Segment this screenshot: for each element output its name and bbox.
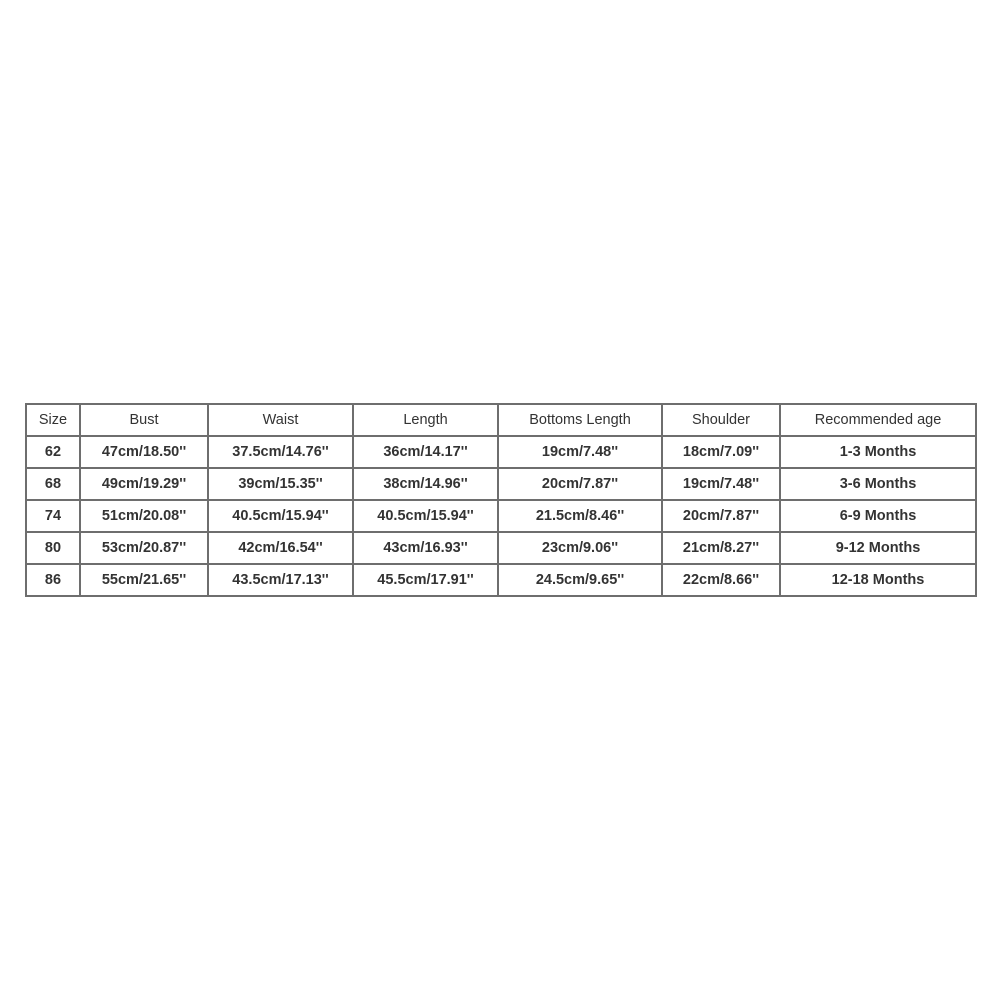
cell-length: 36cm/14.17''	[353, 436, 498, 468]
cell-waist: 43.5cm/17.13''	[208, 564, 353, 596]
cell-size: 62	[26, 436, 80, 468]
cell-recommended-age: 9-12 Months	[780, 532, 976, 564]
header-row	[26, 404, 976, 436]
cell-recommended-age: 3-6 Months	[780, 468, 976, 500]
cell-bottoms-length: 20cm/7.87''	[498, 468, 662, 500]
cell-length: 43cm/16.93''	[353, 532, 498, 564]
table-row	[26, 436, 976, 468]
cell-recommended-age: 6-9 Months	[780, 500, 976, 532]
cell-size: 74	[26, 500, 80, 532]
header-bust: Bust	[80, 404, 208, 436]
cell-waist: 39cm/15.35''	[208, 468, 353, 500]
cell-bust: 53cm/20.87''	[80, 532, 208, 564]
cell-bust: 55cm/21.65''	[80, 564, 208, 596]
header-shoulder: Shoulder	[662, 404, 780, 436]
cell-waist: 37.5cm/14.76''	[208, 436, 353, 468]
header-recommended-age: Recommended age	[780, 404, 976, 436]
size-chart-table	[25, 403, 977, 597]
table-row	[26, 532, 976, 564]
cell-waist: 40.5cm/15.94''	[208, 500, 353, 532]
cell-bust: 49cm/19.29''	[80, 468, 208, 500]
cell-recommended-age: 12-18 Months	[780, 564, 976, 596]
table-row	[26, 468, 976, 500]
table-row	[26, 564, 976, 596]
cell-size: 86	[26, 564, 80, 596]
cell-bottoms-length: 23cm/9.06''	[498, 532, 662, 564]
cell-bottoms-length: 19cm/7.48''	[498, 436, 662, 468]
cell-shoulder: 20cm/7.87''	[662, 500, 780, 532]
cell-shoulder: 19cm/7.48''	[662, 468, 780, 500]
cell-size: 68	[26, 468, 80, 500]
header-bottoms-length: Bottoms Length	[498, 404, 662, 436]
table-row	[26, 500, 976, 532]
header-waist: Waist	[208, 404, 353, 436]
cell-bottoms-length: 21.5cm/8.46''	[498, 500, 662, 532]
cell-bust: 47cm/18.50''	[80, 436, 208, 468]
cell-length: 40.5cm/15.94''	[353, 500, 498, 532]
header-size: Size	[26, 404, 80, 436]
cell-recommended-age: 1-3 Months	[780, 436, 976, 468]
cell-length: 38cm/14.96''	[353, 468, 498, 500]
cell-size: 80	[26, 532, 80, 564]
cell-shoulder: 22cm/8.66''	[662, 564, 780, 596]
cell-shoulder: 21cm/8.27''	[662, 532, 780, 564]
header-length: Length	[353, 404, 498, 436]
cell-bottoms-length: 24.5cm/9.65''	[498, 564, 662, 596]
cell-shoulder: 18cm/7.09''	[662, 436, 780, 468]
cell-bust: 51cm/20.08''	[80, 500, 208, 532]
cell-waist: 42cm/16.54''	[208, 532, 353, 564]
cell-length: 45.5cm/17.91''	[353, 564, 498, 596]
